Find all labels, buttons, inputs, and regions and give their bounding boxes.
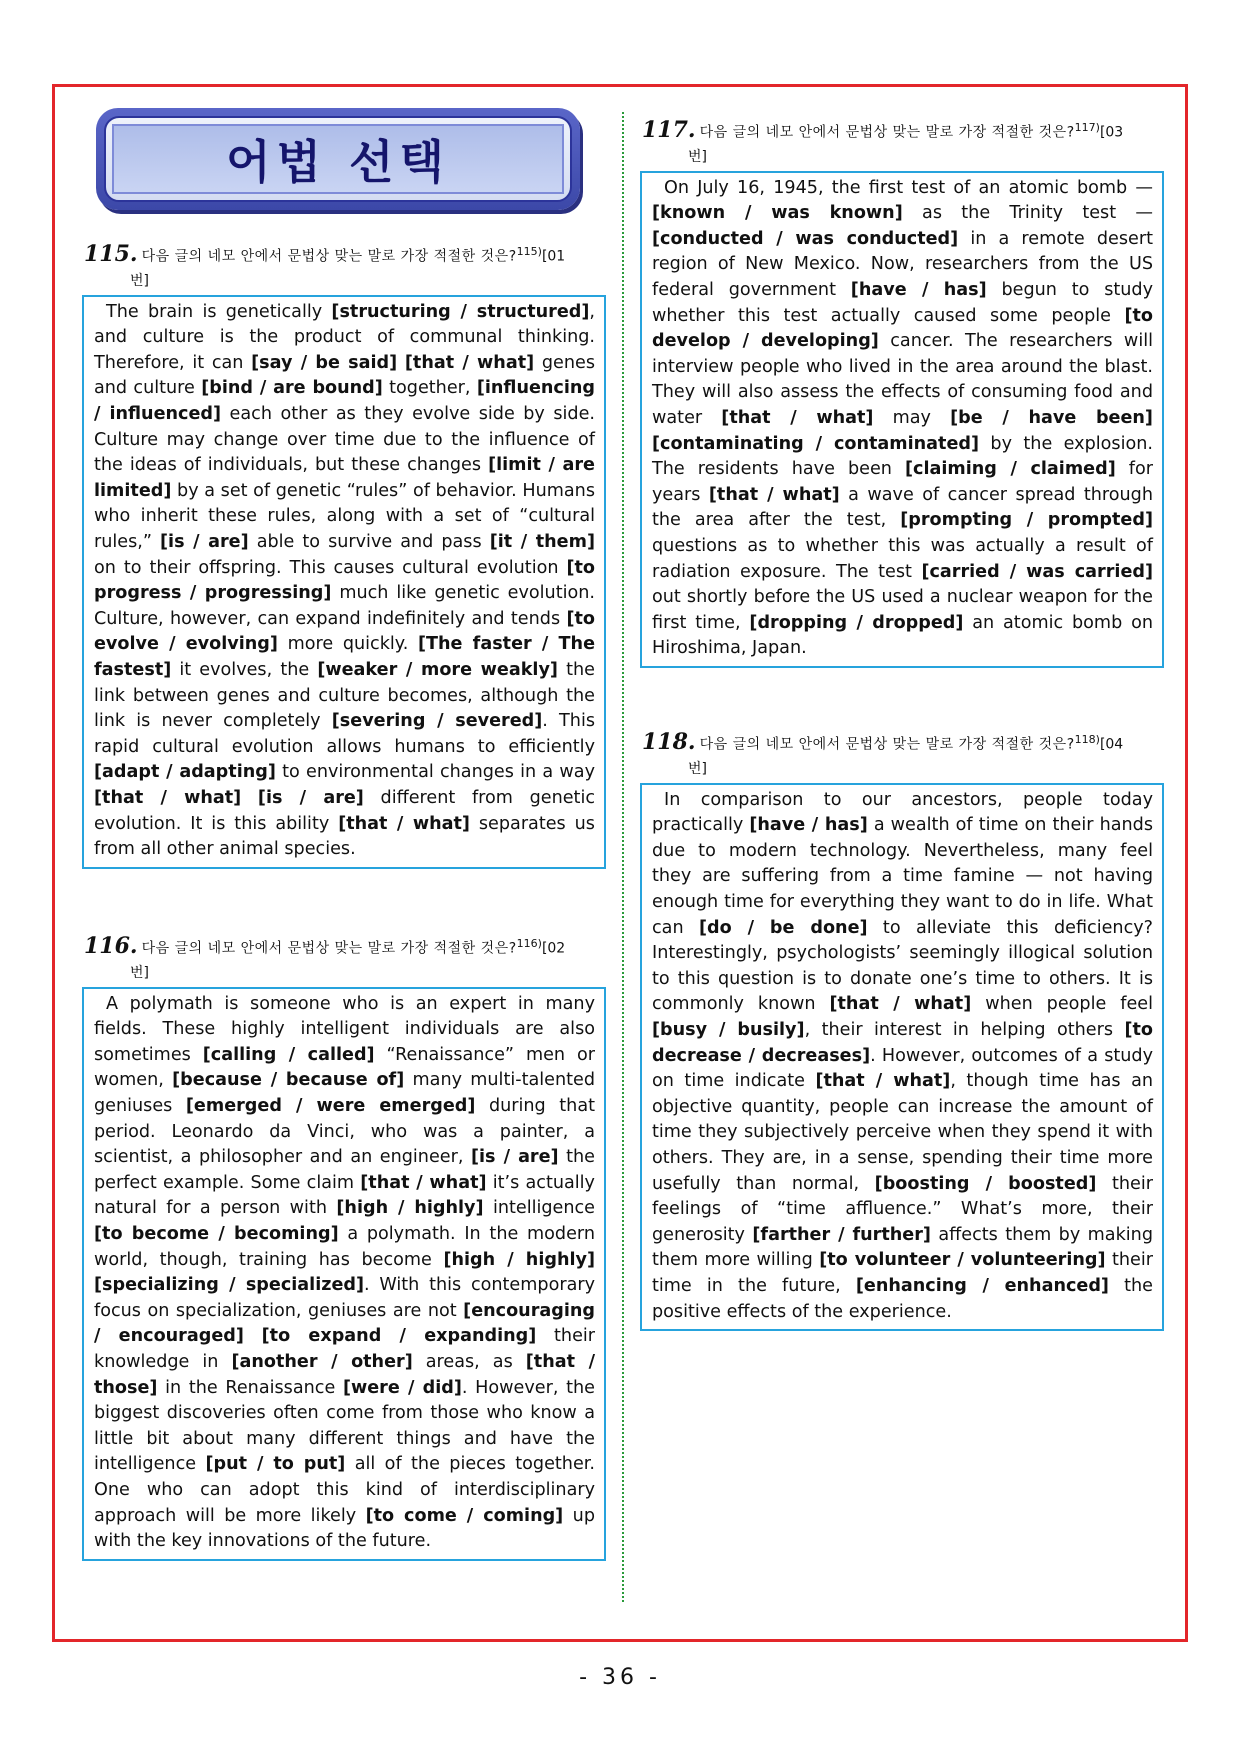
- passage-text: questions as to whether this was actually a result of radiation exposure. The test: [652, 535, 1153, 582]
- passage-text: an atomic bomb on Hiroshima, Japan.: [652, 612, 1153, 659]
- answer-choice: [limit / are limited]: [94, 455, 595, 501]
- passage-text: their time in the future,: [652, 1250, 1154, 1296]
- passage-text: . With this contemporary focus on specialization, geniuses are not: [94, 1275, 595, 1321]
- footnote-ref: 118): [1074, 733, 1100, 746]
- answer-choice: [that / what]: [708, 484, 840, 505]
- passage-text: . However, the biggest discoveries often come from those who know a little bit about many different things and have the intelligence: [94, 1377, 596, 1475]
- passage-text: , though time has an objective quantity, people can increase the amount of time they subjectively perceive when they spend it with others. They are, in a sense, spending their time more usefully than normal,: [652, 1071, 1153, 1194]
- passage-text: the positive effects of the experience.: [652, 1275, 1153, 1322]
- passage-text: able to survive and pass: [248, 532, 490, 552]
- question-header: [82, 240, 606, 293]
- passage-text: during that period. Leonardo da Vinci, who was a painter, a scientist, a philosopher and an engineer,: [94, 1096, 595, 1168]
- passage-text: many multi-talented geniuses: [94, 1070, 596, 1117]
- answer-choice: [to expand / expanding]: [261, 1326, 537, 1347]
- passage-box: [82, 295, 606, 869]
- question-number: 116.: [84, 932, 138, 959]
- passage-text: separates us from all other animal species.: [94, 813, 595, 860]
- passage-text: as the Trinity test —: [902, 203, 1154, 224]
- question-instruction: 다음 글의 네모 안에서 문법상 맞는 말로 가장 적절한 것은?: [141, 248, 517, 265]
- answer-choice: [to become / becoming]: [94, 1224, 339, 1244]
- passage-text: intelligence: [483, 1198, 596, 1219]
- answer-choice: [that / what]: [404, 352, 535, 373]
- passage-text: begun to study whether this test actually caused some people: [652, 280, 1153, 326]
- question-number: 118.: [642, 728, 696, 755]
- answer-choice: [severing / severed]: [331, 711, 543, 732]
- footnote-ref: 116): [516, 937, 542, 950]
- answer-choice: [dropping / dropped]: [749, 612, 964, 633]
- footnote-ref: 117): [1074, 121, 1100, 134]
- answer-choice: [prompting / prompted]: [900, 510, 1153, 531]
- answer-choice: [calling / called]: [202, 1044, 375, 1065]
- passage-text: by a set of genetic “rules” of behavior. Humans who inherit these rules, along with a set of “cultural rules,”: [94, 480, 595, 552]
- passage-text: in a remote desert region of New Mexico. Now, researchers from the US federal government: [652, 228, 1153, 301]
- question-header: [82, 932, 606, 985]
- question-ref: [01: [541, 248, 566, 265]
- passage-text: . This rapid cultural evolution allows humans to efficiently: [94, 711, 596, 757]
- passage-text: [244, 1326, 262, 1346]
- passage-text: The brain is genetically: [106, 301, 332, 322]
- passage-text: different from genetic evolution. It is this ability: [94, 787, 596, 834]
- answer-choice: [to develop / developing]: [652, 305, 1153, 352]
- answer-choice: [do / be done]: [698, 917, 868, 938]
- question-ref-suffix: 번]: [130, 964, 149, 981]
- question-number: 115.: [84, 240, 138, 267]
- passage-text: on to their offspring. This causes cultural evolution: [94, 557, 567, 578]
- answer-choice: [that / what]: [94, 787, 242, 808]
- answer-choice: [another / other]: [231, 1351, 413, 1372]
- answer-choice: [emerged / were emerged]: [185, 1096, 476, 1117]
- passage-text: a wave of cancer spread through the area after the test,: [652, 484, 1154, 531]
- question-ref: [02: [541, 940, 566, 957]
- answer-choice: [that / what]: [338, 813, 470, 834]
- answer-choice: [bind / are bound]: [201, 378, 383, 399]
- passage-text: to alleviate this deficiency? Interestingly, psychologists’ seemingly illogical solution to this question is to donate one’s time to others. It is commonly known: [652, 917, 1154, 1015]
- passage-text: to environmental changes in a way: [275, 762, 595, 783]
- page-number: - 36 -: [579, 1665, 661, 1690]
- answer-choice: [busy / busily]: [652, 1020, 805, 1040]
- passage-text: a polymath. In the modern world, though, training has become: [94, 1224, 595, 1270]
- answer-choice: [high / highly]: [443, 1249, 596, 1270]
- passage-text: affects them by making them more willing: [652, 1224, 1153, 1271]
- answer-choice: [put / to put]: [205, 1454, 346, 1475]
- passage-text: when people feel: [971, 994, 1153, 1015]
- answer-choice: [because / because of]: [172, 1070, 405, 1091]
- question-number: 117.: [642, 116, 696, 143]
- passage-text: In comparison to our ancestors, people today practically: [652, 789, 1153, 836]
- answer-choice: [boosting / boosted]: [874, 1173, 1097, 1194]
- passage-text: more quickly.: [277, 634, 418, 655]
- question-instruction: 다음 글의 네모 안에서 문법상 맞는 말로 가장 적절한 것은?: [699, 736, 1075, 753]
- passage-text: their knowledge in: [94, 1326, 596, 1372]
- passage-text: “Renaissance” men or women,: [94, 1044, 595, 1091]
- question-header: [640, 728, 1164, 781]
- passage-text: by the explosion. The residents have been: [652, 433, 1153, 480]
- passage-text: the link between genes and culture becomes, although the link is never completely: [94, 659, 595, 732]
- answer-choice: [have / has]: [850, 280, 987, 301]
- question-ref: [03: [1099, 124, 1124, 141]
- section-title: 어법 선택: [112, 124, 564, 194]
- answer-choice: [is / are]: [470, 1147, 559, 1168]
- answer-choice: [be / have been]: [950, 408, 1153, 428]
- passage-text: areas, as: [412, 1351, 526, 1372]
- answer-choice: [high / highly]: [336, 1198, 484, 1219]
- question-116: [82, 932, 606, 1561]
- question-ref-suffix: 번]: [688, 148, 707, 165]
- question-117: [640, 116, 1164, 668]
- answer-choice: [say / be said]: [251, 352, 398, 373]
- passage-box: [640, 171, 1164, 668]
- passage-text: genes and culture: [94, 352, 595, 399]
- answer-choice: [that / what]: [815, 1071, 951, 1092]
- passage-text: up with the key innovations of the future.: [94, 1505, 595, 1552]
- answer-choice: [to progress / progressing]: [94, 557, 595, 604]
- answer-choice: [that / what]: [829, 994, 972, 1015]
- question-118: [640, 728, 1164, 1331]
- passage-text: their feelings of “time affluence.” What’s more, their generosity: [652, 1173, 1153, 1245]
- passage-box: [82, 987, 606, 1561]
- answer-choice: [known / was known]: [652, 203, 903, 224]
- answer-choice: [claiming / claimed]: [905, 459, 1116, 480]
- answer-choice: [structuring / structured]: [331, 301, 590, 322]
- answer-choice: [to volunteer / volunteering]: [819, 1250, 1106, 1271]
- answer-choice: [specializing / specialized]: [94, 1275, 365, 1296]
- answer-choice: [carried / was carried]: [921, 561, 1154, 582]
- passage-text: [241, 788, 258, 808]
- passage-text: cancer. The researchers will interview people who lived in the area around the blast. They will also assess the effects of consuming food and water: [652, 331, 1153, 428]
- answer-choice: [The faster / The fastest]: [94, 634, 595, 680]
- answer-choice: [have / has]: [749, 815, 868, 836]
- passage-text: all of the pieces together. One who can adopt this kind of interdisciplinary approach will be more likely: [94, 1454, 595, 1526]
- column-divider: [622, 112, 624, 1602]
- section-title-badge: [96, 108, 580, 210]
- answer-choice: [that / those]: [94, 1351, 596, 1398]
- answer-choice: [enhancing / enhanced]: [855, 1275, 1109, 1296]
- passage-text: for years: [652, 459, 1153, 505]
- answer-choice: [farther / further]: [752, 1224, 931, 1245]
- question-header: [640, 116, 1164, 169]
- passage-text: a wealth of time on their hands due to modern technology. Nevertheless, many feel they are suffering from a time famine — not having enough time for everything they want to do in life. What can: [652, 815, 1153, 938]
- answer-choice: [is / are]: [160, 532, 249, 552]
- answer-choice: [to evolve / evolving]: [94, 608, 595, 655]
- passage-text: out shortly before the US used a nuclear weapon for the first time,: [652, 587, 1153, 633]
- question-ref-suffix: 번]: [688, 760, 707, 777]
- passage-text: [397, 353, 405, 373]
- question-instruction: 다음 글의 네모 안에서 문법상 맞는 말로 가장 적절한 것은?: [699, 124, 1075, 141]
- answer-choice: [it / them]: [489, 532, 595, 552]
- answer-choice: [to come / coming]: [365, 1505, 564, 1526]
- question-ref: [04: [1099, 736, 1124, 753]
- footnote-ref: 115): [516, 245, 542, 258]
- passage-text: , and culture is the product of communal thinking. Therefore, it can: [94, 301, 596, 373]
- passage-text: A polymath is someone who is an expert in many fields. These highly intelligent individuals are also sometimes: [94, 993, 595, 1065]
- passage-text: . However, outcomes of a study on time indicate: [652, 1045, 1153, 1092]
- answer-choice: [is / are]: [257, 787, 364, 808]
- answer-choice: [that / what]: [360, 1172, 487, 1193]
- passage-text: together,: [382, 378, 477, 399]
- passage-text: it evolves, the: [171, 659, 318, 680]
- passage-text: much like genetic evolution. Culture, however, can expand indefinitely and tends: [94, 583, 595, 629]
- answer-choice: [contaminating / contaminated]: [652, 433, 980, 454]
- answer-choice: [that / what]: [721, 408, 874, 428]
- answer-choice: [were / did]: [342, 1377, 462, 1398]
- answer-choice: [adapt / adapting]: [94, 762, 276, 783]
- passage-text: it’s actually natural for a person with: [94, 1172, 595, 1219]
- answer-choice: [encouraging / encouraged]: [94, 1300, 595, 1347]
- passage-text: may: [873, 408, 951, 428]
- answer-choice: [to decrease / decreases]: [652, 1020, 1153, 1066]
- question-instruction: 다음 글의 네모 안에서 문법상 맞는 말로 가장 적절한 것은?: [141, 940, 517, 957]
- question-115: [82, 240, 606, 869]
- passage-text: , their interest in helping others: [804, 1020, 1125, 1040]
- passage-text: in the Renaissance: [157, 1377, 343, 1398]
- passage-text: On July 16, 1945, the first test of an atomic bomb —: [664, 177, 1153, 198]
- passage-box: [640, 783, 1164, 1331]
- question-ref-suffix: 번]: [130, 272, 149, 289]
- answer-choice: [conducted / was conducted]: [652, 228, 959, 249]
- passage-text: each other as they evolve side by side. Culture may change over time due to the influence of the ideas of individuals, but these changes: [94, 404, 595, 476]
- answer-choice: [influencing / influenced]: [94, 378, 596, 425]
- passage-text: the perfect example. Some claim: [94, 1147, 595, 1193]
- answer-choice: [weaker / more weakly]: [317, 659, 558, 680]
